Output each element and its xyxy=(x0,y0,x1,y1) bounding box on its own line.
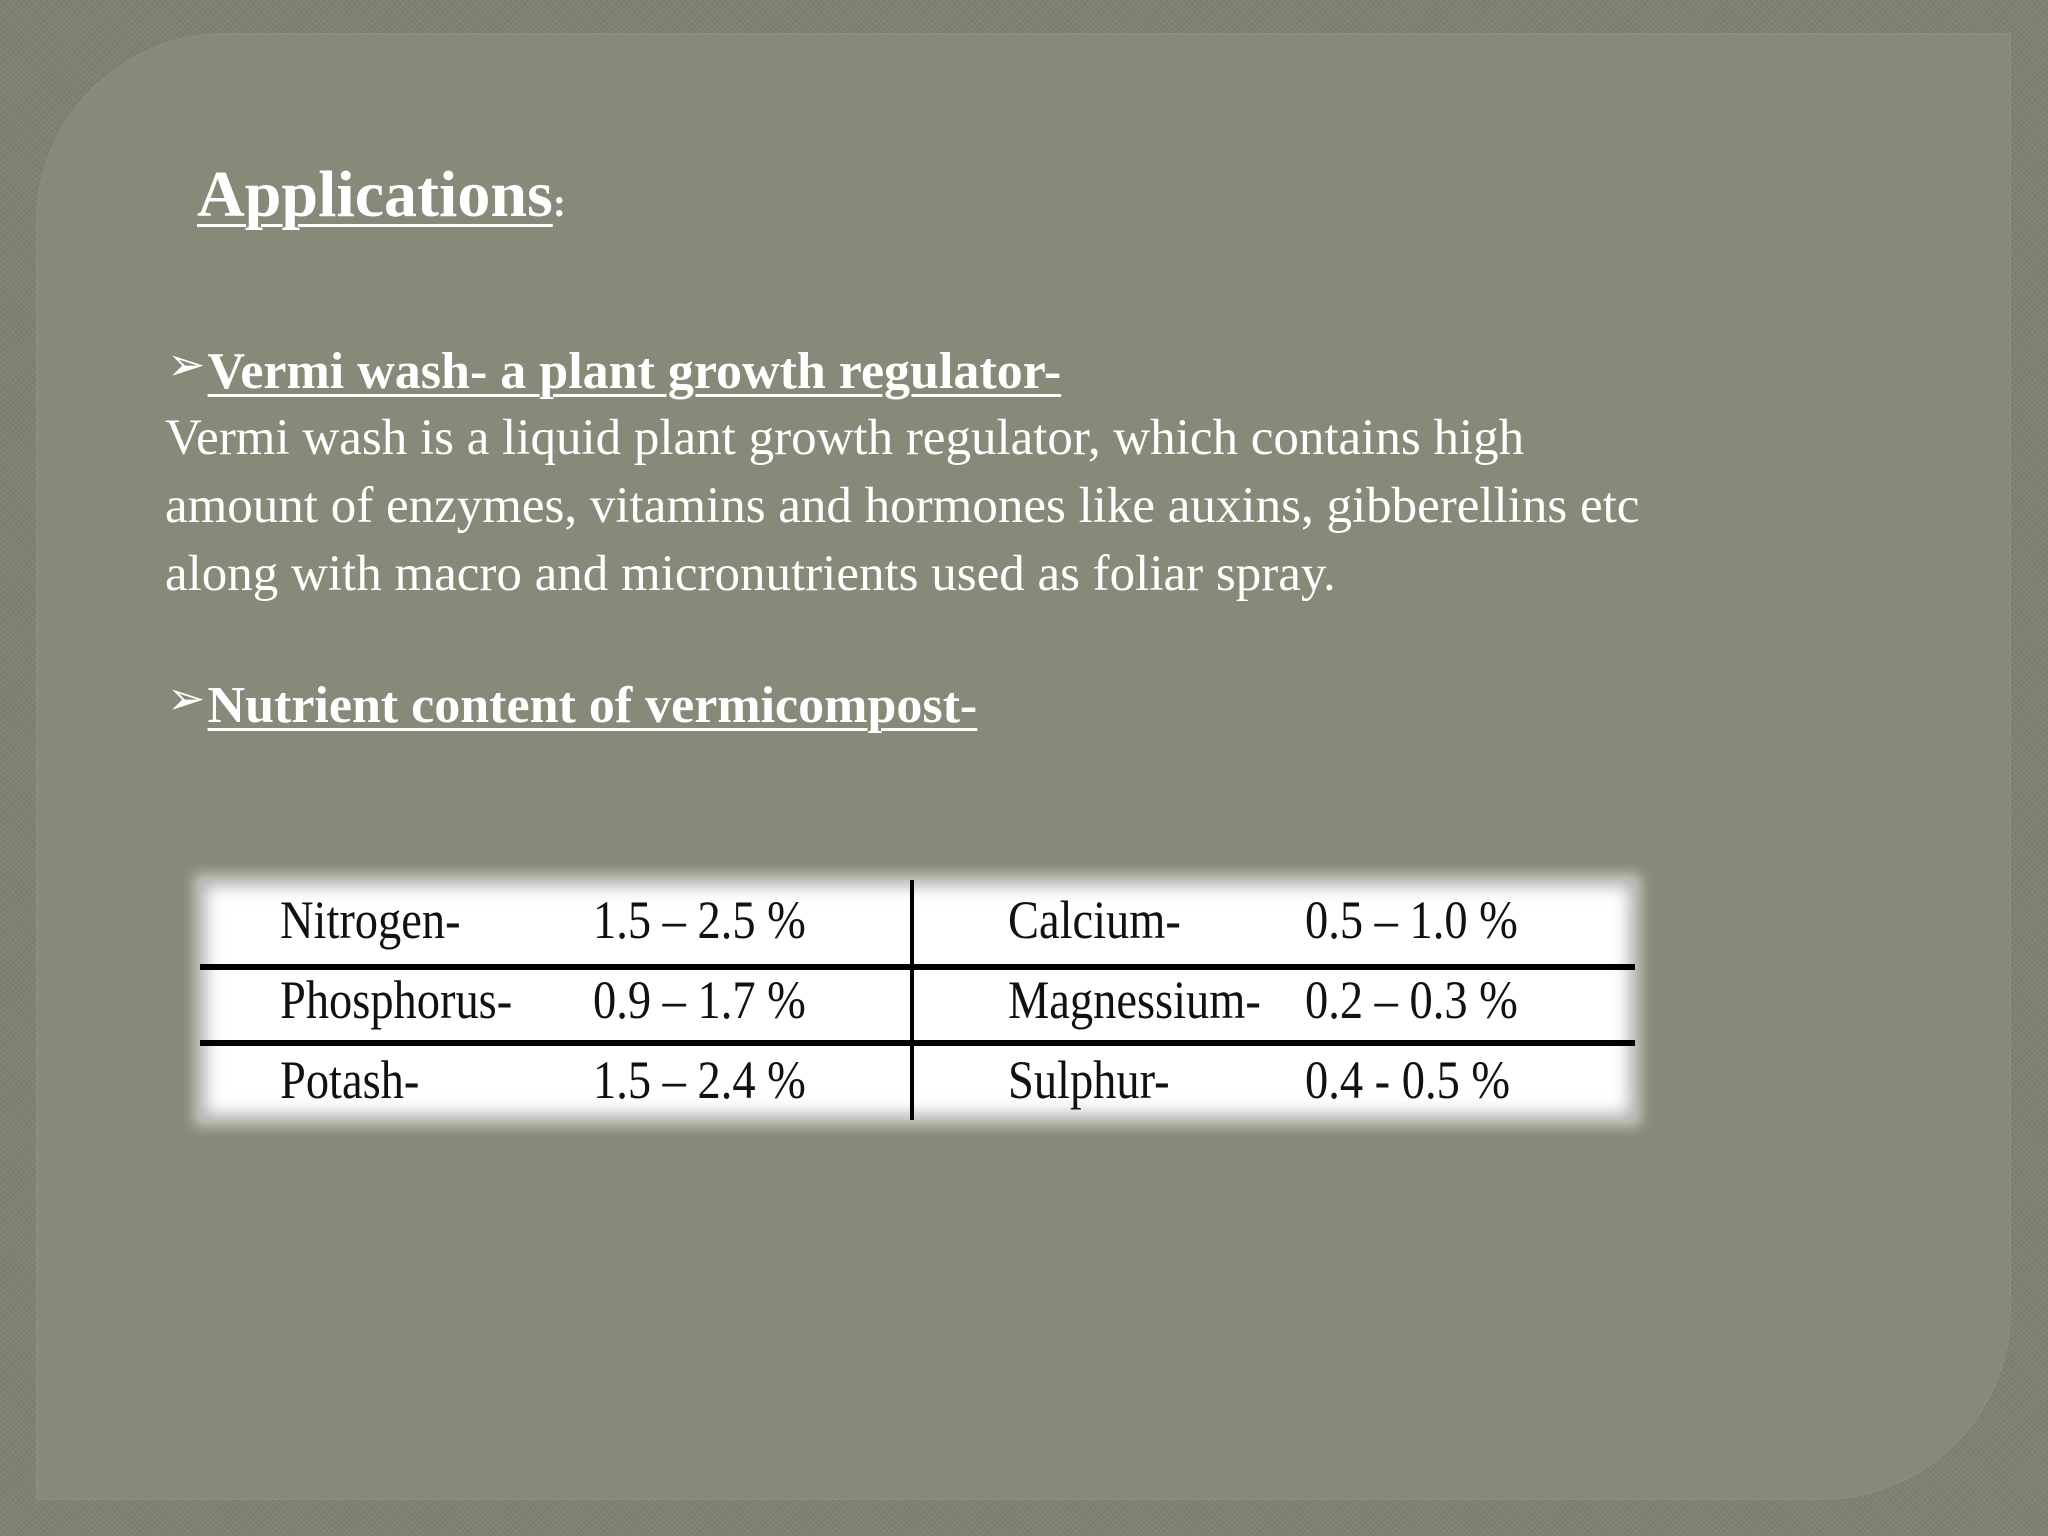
nutrient-value: 0.9 – 1.7 % xyxy=(593,970,806,1030)
nutrient-value: 0.5 – 1.0 % xyxy=(1305,890,1518,950)
table-column-divider xyxy=(910,880,914,1120)
vermi-wash-description xyxy=(165,404,1865,608)
nutrient-table xyxy=(200,880,1635,1120)
table-row xyxy=(200,880,1635,960)
slide-title-colon: : xyxy=(552,180,567,225)
nutrient-name: Magnessium- xyxy=(1008,970,1261,1030)
slide-panel xyxy=(36,33,2011,1500)
section-heading-vermi-wash: Vermi wash- a plant growth regulator- xyxy=(207,343,1062,400)
table-row xyxy=(200,960,1635,1040)
nutrient-name: Phosphorus- xyxy=(280,970,513,1030)
table-row-divider xyxy=(200,964,1635,970)
section-heading-nutrient-content: Nutrient content of vermicompost- xyxy=(207,677,978,734)
bullet-nutrient-content xyxy=(167,673,978,734)
nutrient-value: 0.2 – 0.3 % xyxy=(1305,970,1518,1030)
arrow-bullet-icon: ➢ xyxy=(167,339,206,390)
table-row-divider xyxy=(200,1040,1635,1046)
bullet-vermi-wash xyxy=(167,339,1062,400)
paragraph-line: along with macro and micronutrients used as foliar spray. xyxy=(165,546,1336,602)
nutrient-value: 0.4 - 0.5 % xyxy=(1305,1050,1511,1110)
nutrient-name: Potash- xyxy=(280,1050,420,1110)
nutrient-name: Nitrogen- xyxy=(280,890,461,950)
paragraph-line: Vermi wash is a liquid plant growth regulator, which contains high xyxy=(165,410,1525,466)
nutrient-value: 1.5 – 2.5 % xyxy=(593,890,806,950)
table-row xyxy=(200,1040,1635,1120)
nutrient-value: 1.5 – 2.4 % xyxy=(593,1050,806,1110)
slide-title-text: Applications xyxy=(197,158,553,231)
paragraph-line: amount of enzymes, vitamins and hormones like auxins, gibberellins etc xyxy=(165,478,1640,534)
slide-title xyxy=(197,158,567,231)
arrow-bullet-icon: ➢ xyxy=(167,673,206,724)
nutrient-name: Sulphur- xyxy=(1008,1050,1170,1110)
nutrient-name: Calcium- xyxy=(1008,890,1181,950)
